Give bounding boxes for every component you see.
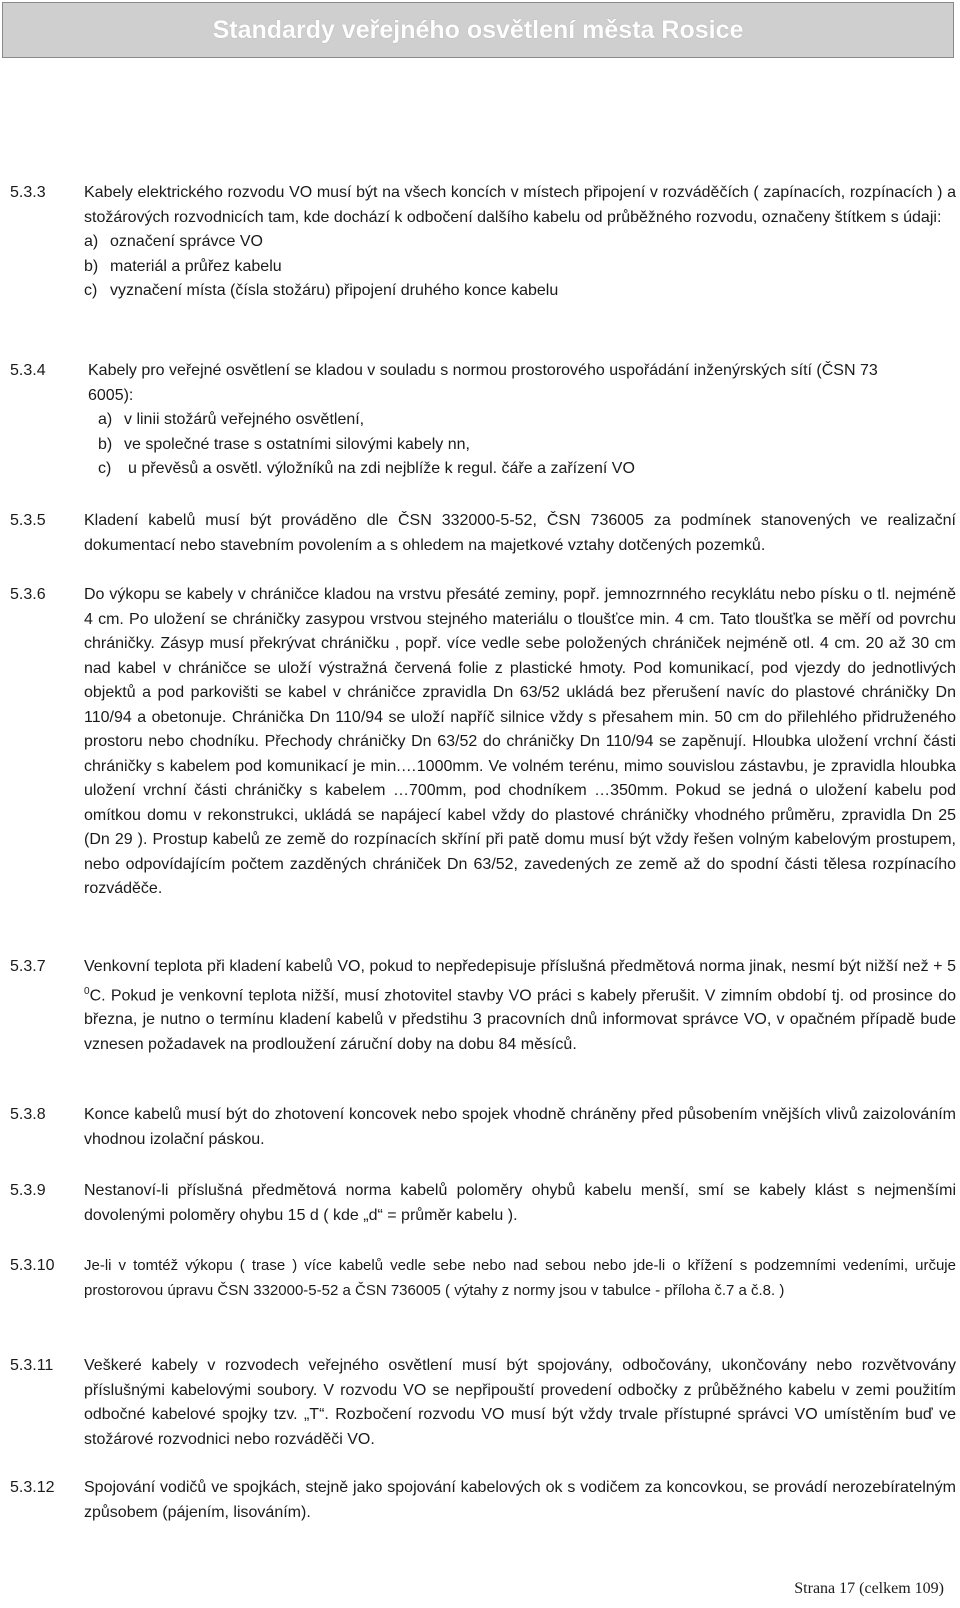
page-header	[2, 2, 954, 58]
header-title: Standardy veřejného osvětlení města Rosice	[212, 15, 744, 44]
list-item	[84, 230, 956, 255]
list-text: označení správce VO	[110, 233, 263, 250]
section-body	[84, 509, 956, 558]
list-text: v linii stožárů veřejného osvětlení,	[124, 411, 365, 428]
section-text: Nestanoví-li příslušná předmětová norma kabelů poloměry ohybů kabelu menší, smí se kabely klást s nejmenšími dovolenými poloměry ohybu 15 d ( kde „d“ = průměr kabelu ).	[84, 1182, 956, 1224]
section-text	[84, 955, 956, 1057]
list-text: u převěsů a osvětl. výložníků na zdi nejblíže k regul. čáře a zařízení VO	[128, 460, 635, 477]
list-item	[98, 433, 888, 458]
section-body	[84, 1179, 956, 1228]
item-list	[88, 408, 888, 482]
section-body	[84, 181, 956, 304]
section-number: 5.3.6	[10, 586, 46, 603]
section-number: 5.3.7	[10, 958, 46, 975]
item-list	[84, 230, 956, 304]
section-number: 5.3.8	[10, 1106, 46, 1123]
list-mark: b)	[84, 257, 99, 275]
section-body	[84, 1254, 956, 1303]
section-text: Kabely elektrického rozvodu VO musí být na všech koncích v místech připojení v rozváděčích ( zapínacích, rozpínacích ) a stožárových rozvodnicích tam, kde dochází k odbočení dalšího kabelu od průběžného rozvodu, označeny štítkem s údaji:	[84, 184, 956, 226]
section-number: 5.3.4	[10, 362, 46, 379]
section-body	[88, 359, 888, 482]
list-item	[98, 408, 888, 433]
section-body	[84, 1354, 956, 1452]
section-number: 5.3.11	[10, 1357, 54, 1374]
section-text: Spojování vodičů ve spojkách, stejně jako spojování kabelových ok s vodičem za koncovkou, se provádí nerozebíratelným způsobem (pájením, lisováním).	[84, 1479, 956, 1521]
list-item	[84, 279, 956, 304]
list-text: materiál a průřez kabelu	[110, 257, 282, 275]
degree-superscript: 0	[84, 985, 90, 997]
section-body	[84, 583, 956, 902]
section-body	[84, 955, 956, 1057]
list-mark: c)	[84, 282, 98, 299]
section-number: 5.3.5	[10, 512, 46, 529]
section-text: Kladení kabelů musí být prováděno dle ČSN 332000-5-52, ČSN 736005 za podmínek stanovených ve realizační dokumentací nebo stavebním povolením a s ohledem na majetkové vztahy dotčených pozemků.	[84, 512, 956, 554]
list-text: vyznačení místa (čísla stožáru) připojení druhého konce kabelu	[110, 282, 559, 299]
list-text: ve společné trase s ostatními silovými kabely nn,	[124, 435, 470, 453]
section-body	[84, 1103, 956, 1152]
section-text: Do výkopu se kabely v chráničce kladou na vrstvu přesáté zeminy, popř. jemnozrnného recyklátu nebo písku o tl. nejméně 4 cm. Po uložení se chráničky zasypou vrstvou stejného materiálu o tloušťce min. 4 cm. Tato tloušťka se měří od povrchu chráničky. Zásyp musí překrývat chráničku , popř. více vedle sebe položených chrániček nejméně otl. 4 cm. 20 až 30 cm nad kabel v chráničce se uloží výstražná červená folie z plastické hmoty. Pod komunikací, pod vjezdy do jednotlivých objektů a pod parkovišti se kabel v chráničce zpravidla Dn 63/52 ukládá bez přerušení navíc do plastové chráničky Dn 110/94 a obetonuje. Chránička Dn 110/94 se uloží napříč silnice vždy s přesahem min. 50 cm do přilehlého přidruženého prostoru nebo chodníku. Přechody chráničky Dn 63/52 do chráničky Dn 110/94 se zapěnují. Hloubka uložení vrchní části chráničky s kabelem pod komunikací je min.…1000mm. Ve volném terénu, mimo souvislou zástavbu, je zpravidla hloubka uložení vrchní části chráničky s kabelem …700mm, pod chodníkem …350mm. Pokud se jedná o uložení kabelu pod omítkou domu v rekonstrukci, ukládá se napájecí kabel vždy do plastové chráničky vhodného průměru, zpravidla Dn 25 (Dn 29 ). Prostup kabelů ze země do rozpínacích skříní při patě domu musí být vždy řešen volným kabelovým prostupem, nebo odpovídajícím počtem zazděných chrániček Dn 63/52, zavedených ze země až do spodní části tělesa rozpínacího rozváděče.	[84, 586, 956, 897]
text-part: Venkovní teplota při kladení kabelů VO, pokud to nepředepisuje příslušná předmětová norma jinak, nesmí být nižší než + 5	[84, 958, 956, 975]
section-number: 5.3.12	[10, 1479, 55, 1496]
section-number: 5.3.3	[10, 184, 46, 201]
section-text: Je-li v tomtéž výkopu ( trase ) více kabelů vedle sebe nebo nad sebou nebo jde-li o křížení s podzemními vedeními, určuje prostorovou úpravu ČSN 332000-5-52 a ČSN 736005 ( výtahy z normy jsou v tabulce - příloha č.7 a č.8. )	[84, 1257, 956, 1299]
section-body	[84, 1476, 956, 1525]
section-text: Veškeré kabely v rozvodech veřejného osvětlení musí být spojovány, odbočovány, ukončovány nebo rozvětvovány příslušnými kabelovými soubory. V rozvodu VO se nepřipouští provedení odbočky z průběžného kabelu v zemi použitím odbočné kabelové spojky tzv. „T“. Rozbočení rozvodu VO musí být vždy trvale přístupné správci VO umístěním buď ve stožárové rozvodnici nebo rozváděči VO.	[84, 1357, 956, 1448]
section-number: 5.3.9	[10, 1182, 46, 1199]
list-item	[98, 457, 888, 482]
section-text: Kabely pro veřejné osvětlení se kladou v souladu s normou prostorového uspořádání inženýrských sítí (ČSN 73 6005):	[88, 362, 878, 404]
section-number: 5.3.10	[10, 1257, 55, 1274]
list-mark: a)	[98, 411, 113, 428]
list-mark: a)	[84, 233, 99, 250]
section-text: Konce kabelů musí být do zhotovení koncovek nebo spojek vhodně chráněny před působením vnějších vlivů zaizolováním vhodnou izolační páskou.	[84, 1106, 956, 1148]
text-part: C. Pokud je venkovní teplota nižší, musí zhotovitel stavby VO práci s kabely přerušit. V zimním období tj. od prosince do března, je nutno o termínu kladení kabelů v předstihu 3 pracovních dnů informovat správce VO, v opačném případě bude vznesen požadavek na prodloužení záruční doby na dobu 84 měsíců.	[84, 986, 956, 1053]
list-mark: c)	[98, 460, 112, 477]
list-item	[84, 255, 956, 280]
page-number: Strana 17 (celkem 109)	[794, 1580, 944, 1597]
list-mark: b)	[98, 435, 113, 453]
